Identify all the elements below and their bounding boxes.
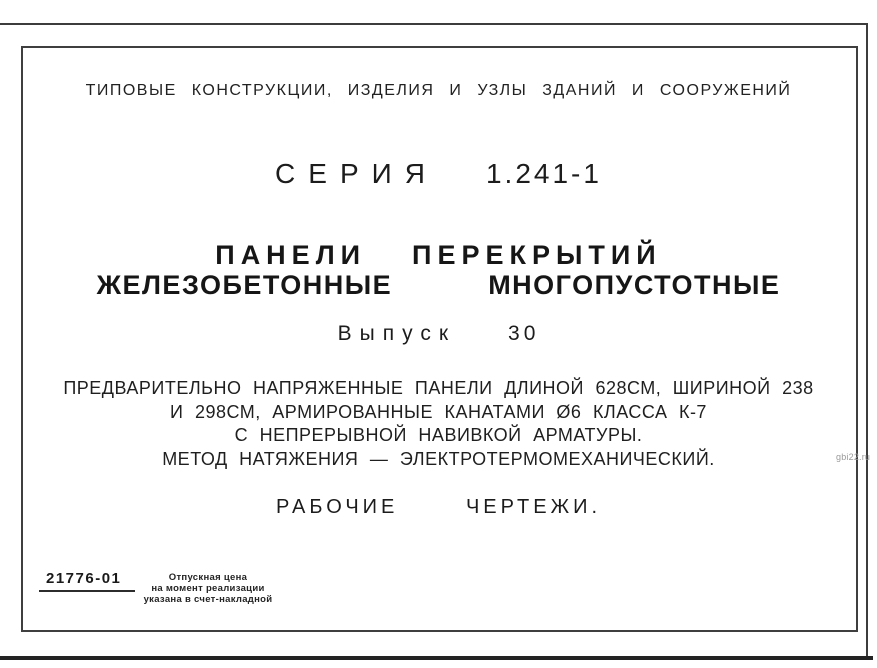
document-category: ТИПОВЫЕ КОНСТРУКЦИИ, ИЗДЕЛИЯ И УЗЛЫ ЗДАНИЙ И СООРУЖЕНИЙ (85, 82, 792, 99)
description-line: С НЕПРЕРЫВНОЙ НАВИВКОЙ АРМАТУРЫ. (234, 425, 643, 445)
title-word-zhelezobetonnye: ЖЕЛЕЗОБЕТОННЫЕ (96, 270, 393, 300)
series-number: 1.241-1 (485, 158, 602, 189)
main-title-line-2 (0, 270, 877, 300)
issue-number: 30 (508, 322, 540, 345)
description-line: ПРЕДВАРИТЕЛЬНО НАПРЯЖЕННЫЕ ПАНЕЛИ ДЛИНОЙ 628СМ, ШИРИНОЙ 238 (63, 378, 814, 398)
outer-border-bottom (0, 656, 873, 660)
title-word-perekrytij: ПЕРЕКРЫТИЙ (412, 240, 662, 270)
price-note-line: Отпускная цена (168, 572, 248, 583)
title-word-paneli: ПАНЕЛИ (215, 240, 367, 270)
main-title (0, 240, 877, 300)
stamp-code-underline (39, 590, 135, 592)
watermark: gbi22.ru (836, 452, 871, 462)
description-line: МЕТОД НАТЯЖЕНИЯ — ЭЛЕКТРОТЕРМОМЕХАНИЧЕСКИЙ. (162, 448, 715, 469)
price-note-line: на момент реализации (151, 583, 265, 594)
series-title (0, 158, 877, 190)
title-word-mnogopustotnye: МНОГОПУСТОТНЫЕ (488, 270, 781, 300)
outer-border-top (0, 23, 868, 25)
description (0, 377, 877, 471)
issue-label: Выпуск (337, 322, 457, 345)
subtitle-working-drawings: РАБОЧИЕ ЧЕРТЕЖИ. (275, 496, 602, 518)
price-note (128, 572, 288, 605)
issue-line (0, 322, 877, 346)
stamp-code: 21776-01 (46, 570, 122, 587)
description-line: И 298СМ, АРМИРОВАННЫЕ КАНАТАМИ Ø6 КЛАССА К-7 (170, 401, 707, 422)
main-title-line-1 (0, 240, 877, 270)
price-note-line: указана в счет-накладной (143, 594, 273, 605)
series-label: СЕРИЯ (275, 158, 438, 189)
